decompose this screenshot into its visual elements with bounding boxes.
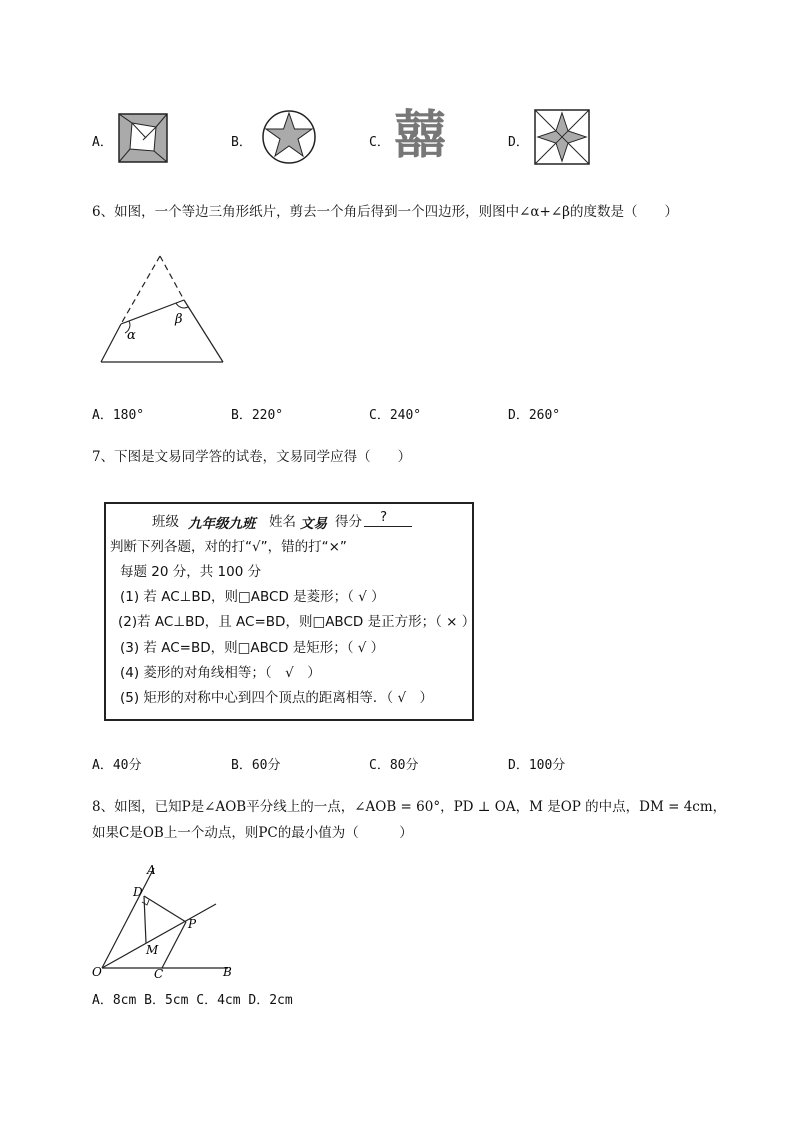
q8-options: A．8cm B．5cm C．4cm D．2cm — [92, 993, 293, 1008]
q7-option-c: C．80分 — [369, 758, 419, 773]
q5-option-c-label: C． — [369, 135, 390, 150]
q6-option-c: C．240° — [369, 408, 422, 423]
beta-label: β — [175, 312, 183, 327]
point-o-label: O — [92, 965, 102, 979]
point-p-label: P — [188, 917, 197, 931]
answer-sheet-image — [104, 502, 474, 721]
q6-stem: 6、如图，一个等边三角形纸片，剪去一个角后得到一个四边形，则图中∠α+∠β的度数是（ ） — [92, 204, 678, 220]
class-value: 九年级九班 — [188, 516, 256, 532]
q6-option-d: D．260° — [508, 408, 561, 423]
alpha-label: α — [127, 328, 136, 343]
sheet-item-2: (2)若 AC⊥BD，且 AC=BD，则□ABCD 是正方形；（ × ） — [118, 614, 476, 630]
instruction-text: 判断下列各题，对的打“√”，错的打“×” — [110, 539, 347, 555]
star-pattern-square-figure — [534, 109, 590, 165]
point-a-label: A — [147, 863, 156, 877]
score-underline — [364, 526, 412, 527]
q5-option-a-label: A． — [92, 135, 113, 150]
q8-stem-line1: 8、如图，已知P是∠AOB平分线上的一点，∠AOB = 60°，PD ⊥ OA，M 是OP 的中点，DM = 4cm， — [92, 799, 727, 815]
name-value: 文易 — [300, 516, 327, 532]
q7-stem: 7、下图是文易同学答的试卷，文易同学应得（ ） — [92, 449, 412, 465]
point-d-label: D — [133, 885, 143, 899]
points-text: 每题 20 分，共 100 分 — [120, 564, 262, 580]
star-in-circle-figure — [259, 109, 319, 165]
q5-option-b-label: B． — [231, 135, 252, 150]
q6-option-b: B．220° — [231, 408, 284, 423]
point-c-label: C — [154, 967, 164, 981]
q7-option-d: D．100分 — [508, 758, 566, 773]
class-label: 班级 — [152, 514, 179, 530]
q8-angle-figure — [90, 858, 240, 986]
pinwheel-square-figure — [118, 113, 168, 163]
score-label: 得分 — [335, 514, 362, 530]
q6-option-a: A．180° — [92, 408, 145, 423]
sheet-item-5: (5) 矩形的对称中心到四个顶点的距离相等．（ √ ） — [120, 690, 434, 706]
sheet-item-1: (1) 若 AC⊥BD，则□ABCD 是菱形；（ √ ） — [120, 589, 385, 605]
name-label: 姓名 — [269, 514, 296, 530]
q7-option-a: A．40分 — [92, 758, 142, 773]
q6-triangle-figure — [96, 252, 230, 370]
point-m-label: M — [146, 943, 159, 957]
sheet-item-4: (4) 菱形的对角线相等；（ √ ） — [120, 665, 321, 681]
q8-stem-line2: 如果C是OB上一个动点，则PC的最小值为（ ） — [92, 825, 413, 841]
q7-option-b: B．60分 — [231, 758, 281, 773]
double-happiness-glyph: 囍 — [394, 106, 447, 166]
q5-option-d-label: D． — [508, 135, 529, 150]
score-value: ? — [380, 509, 388, 525]
sheet-item-3: (3) 若 AC=BD，则□ABCD 是矩形；（ √ ） — [120, 640, 385, 656]
point-b-label: B — [223, 965, 232, 979]
